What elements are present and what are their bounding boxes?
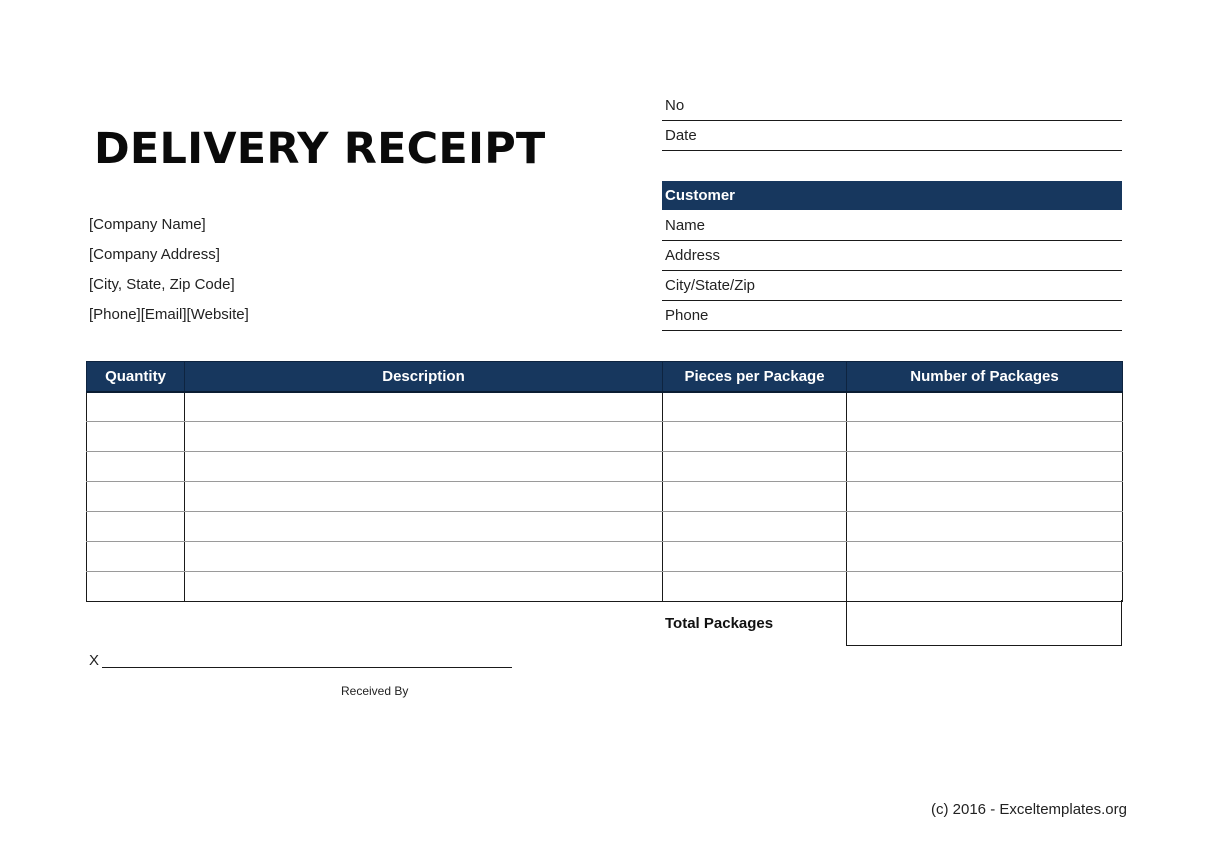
- table-row: [87, 542, 1123, 572]
- number-of-packages-cell[interactable]: [847, 482, 1123, 512]
- company-city-state-zip: [City, State, Zip Code]: [89, 276, 235, 293]
- company-contact: [Phone][Email][Website]: [89, 306, 249, 323]
- description-cell[interactable]: [185, 422, 663, 452]
- customer-header-label: Customer: [665, 187, 736, 204]
- description-cell[interactable]: [185, 512, 663, 542]
- pieces-per-package-cell[interactable]: [663, 422, 847, 452]
- total-packages-label: Total Packages: [665, 615, 774, 632]
- signature-line[interactable]: [102, 667, 512, 668]
- description-cell[interactable]: [185, 572, 663, 602]
- pieces-per-package-cell[interactable]: [663, 512, 847, 542]
- table-header-row: [87, 362, 1123, 392]
- number-of-packages-cell[interactable]: [847, 452, 1123, 482]
- pieces-per-package-cell[interactable]: [663, 482, 847, 512]
- number-of-packages-cell[interactable]: [847, 572, 1123, 602]
- number-of-packages-cell[interactable]: [847, 512, 1123, 542]
- quantity-cell[interactable]: [87, 542, 185, 572]
- receipt-date-field[interactable]: [662, 121, 1122, 151]
- customer-phone-field[interactable]: [662, 301, 1122, 331]
- column-header-description: Description: [185, 362, 663, 392]
- quantity-cell[interactable]: [87, 482, 185, 512]
- number-of-packages-cell[interactable]: [847, 422, 1123, 452]
- pieces-per-package-cell[interactable]: [663, 542, 847, 572]
- receipt-number-label: No: [665, 97, 685, 114]
- table-row: [87, 572, 1123, 602]
- customer-address-field[interactable]: [662, 241, 1122, 271]
- description-cell[interactable]: [185, 482, 663, 512]
- signature-mark: X: [89, 652, 100, 669]
- total-packages-cell[interactable]: [846, 600, 1122, 646]
- company-name: [Company Name]: [89, 216, 206, 233]
- received-by-label: Received By: [341, 684, 409, 698]
- pieces-per-package-cell[interactable]: [663, 392, 847, 422]
- quantity-cell[interactable]: [87, 392, 185, 422]
- customer-name-field[interactable]: [662, 211, 1122, 241]
- receipt-date-label: Date: [665, 127, 697, 144]
- pieces-per-package-cell[interactable]: [663, 452, 847, 482]
- customer-city-label: City/State/Zip: [665, 277, 756, 294]
- customer-section-header: [662, 181, 1122, 210]
- customer-name-label: Name: [665, 217, 706, 234]
- description-cell[interactable]: [185, 392, 663, 422]
- quantity-cell[interactable]: [87, 512, 185, 542]
- table-row: [87, 512, 1123, 542]
- customer-phone-label: Phone: [665, 307, 709, 324]
- description-cell[interactable]: [185, 542, 663, 572]
- pieces-per-package-cell[interactable]: [663, 572, 847, 602]
- items-table: [86, 361, 1123, 602]
- column-header-number-of-packages: Number of Packages: [847, 362, 1123, 392]
- table-row: [87, 482, 1123, 512]
- quantity-cell[interactable]: [87, 422, 185, 452]
- quantity-cell[interactable]: [87, 572, 185, 602]
- company-address: [Company Address]: [89, 246, 220, 263]
- description-cell[interactable]: [185, 452, 663, 482]
- document-title: DELIVERY RECEIPT: [94, 124, 546, 174]
- number-of-packages-cell[interactable]: [847, 542, 1123, 572]
- customer-city-field[interactable]: [662, 271, 1122, 301]
- column-header-pieces-per-package: Pieces per Package: [663, 362, 847, 392]
- number-of-packages-cell[interactable]: [847, 392, 1123, 422]
- table-row: [87, 422, 1123, 452]
- table-row: [87, 392, 1123, 422]
- customer-address-label: Address: [665, 247, 721, 264]
- receipt-number-field[interactable]: [662, 91, 1122, 121]
- column-header-quantity: Quantity: [87, 362, 185, 392]
- copyright-footer: (c) 2016 - Exceltemplates.org: [931, 801, 1127, 818]
- table-row: [87, 452, 1123, 482]
- quantity-cell[interactable]: [87, 452, 185, 482]
